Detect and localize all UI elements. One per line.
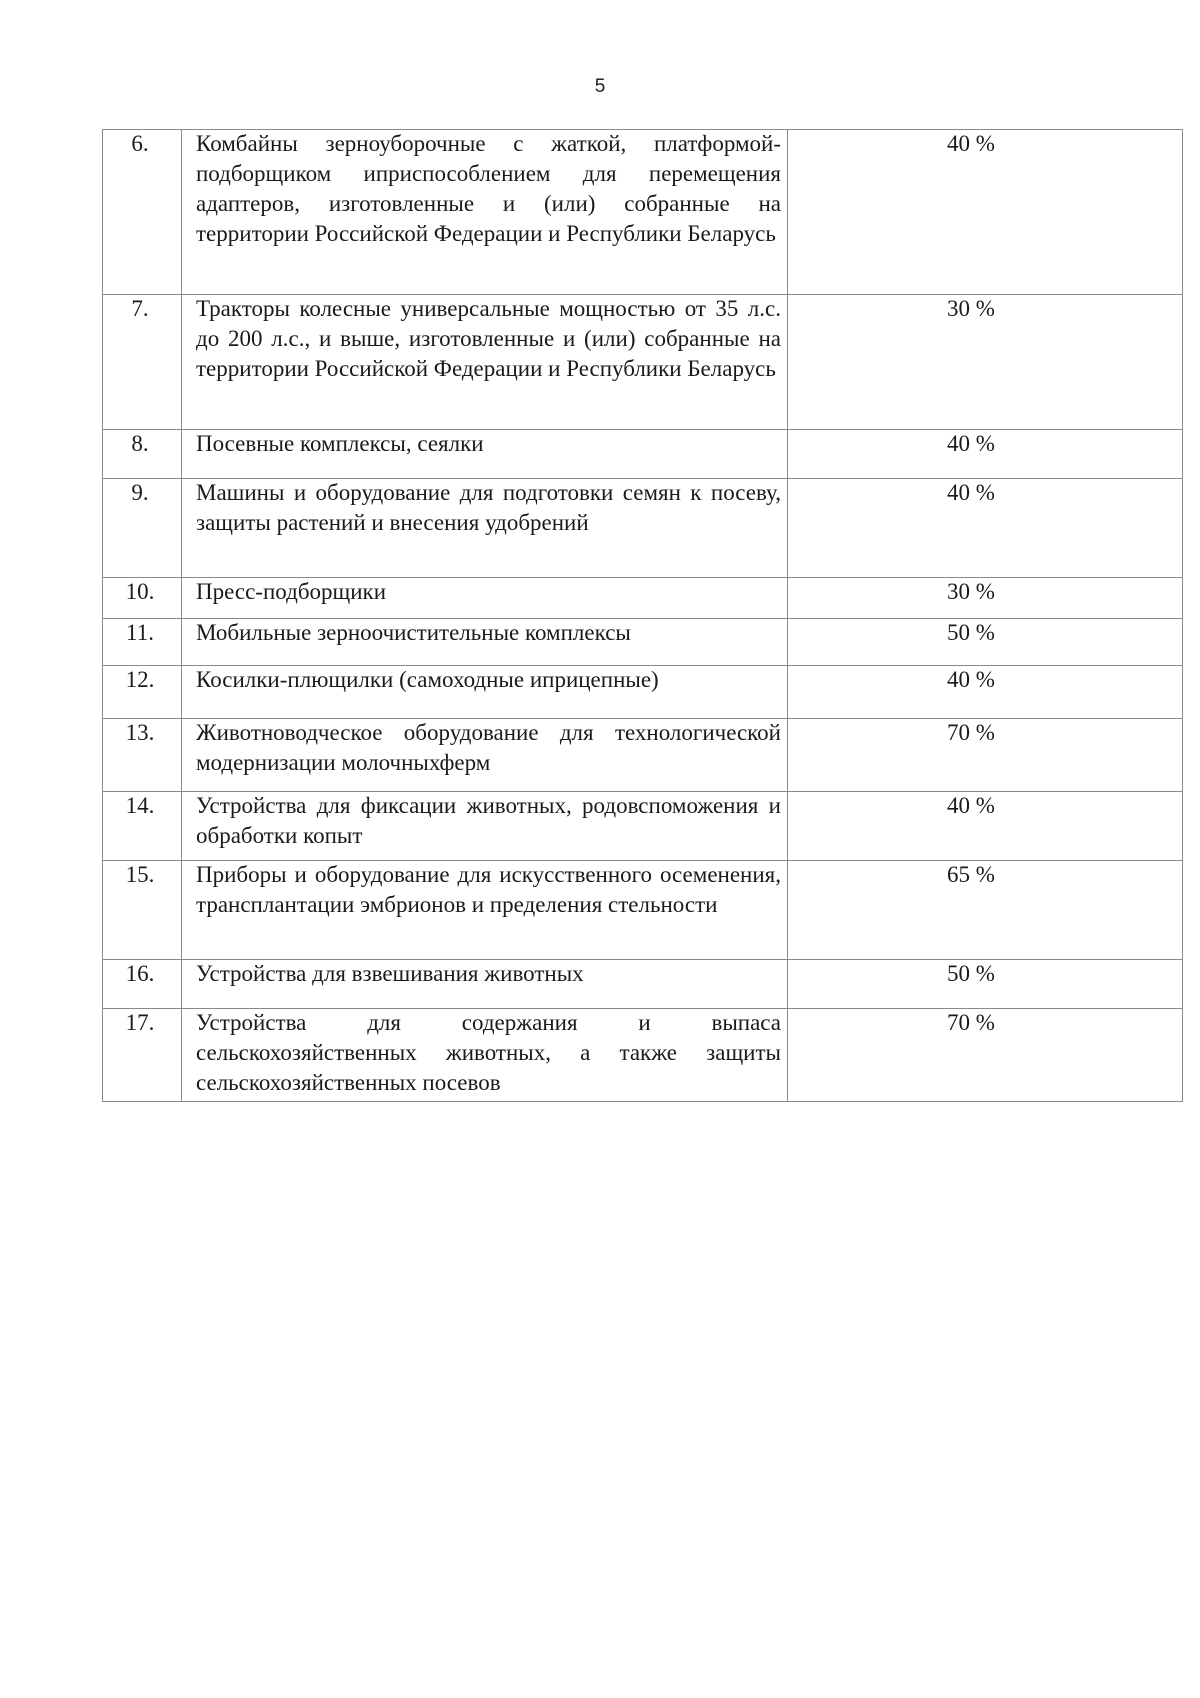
table-row — [103, 719, 1183, 792]
row-rate-cell — [788, 578, 1183, 619]
row-name-cell — [182, 666, 788, 719]
row-number: 11. — [126, 620, 154, 645]
table-row — [103, 578, 1183, 619]
row-rate: 50 % — [947, 961, 995, 986]
row-name: Посевные комплексы, сеялки — [196, 431, 484, 456]
row-rate-cell — [788, 792, 1183, 861]
row-name: Устройства для содержания и выпаса сельскохозяйственных животных, а также защиты сельскохозяйственных посевов — [196, 1010, 781, 1095]
row-name: Устройства для взвешивания животных — [196, 961, 584, 986]
row-rate: 30 % — [947, 579, 995, 604]
row-name: Приборы и оборудование для искусственного осеменения, трансплантации эмбрионов и пределения стельности — [196, 862, 781, 917]
row-number-cell — [103, 792, 182, 861]
row-rate: 65 % — [947, 862, 995, 887]
row-name-cell — [182, 130, 788, 295]
row-rate: 40 % — [947, 431, 995, 456]
row-number-cell — [103, 861, 182, 960]
row-rate-cell — [788, 479, 1183, 578]
row-rate: 30 % — [947, 296, 995, 321]
row-name: Мобильные зерноочистительные комплексы — [196, 620, 631, 645]
row-rate: 70 % — [947, 1010, 995, 1035]
table-row — [103, 792, 1183, 861]
row-number: 15. — [125, 862, 155, 887]
row-rate-cell — [788, 295, 1183, 430]
row-number-cell — [103, 479, 182, 578]
row-name-cell — [182, 861, 788, 960]
row-number: 7. — [131, 296, 149, 321]
row-number: 13. — [125, 720, 155, 745]
table-row — [103, 295, 1183, 430]
row-name-cell — [182, 479, 788, 578]
row-name-cell — [182, 295, 788, 430]
row-rate-cell — [788, 960, 1183, 1009]
row-name-cell — [182, 430, 788, 479]
equipment-table — [102, 129, 1183, 1102]
table-row — [103, 619, 1183, 666]
row-name-cell — [182, 792, 788, 861]
row-number: 14. — [125, 793, 155, 818]
row-name-cell — [182, 719, 788, 792]
row-rate-cell — [788, 861, 1183, 960]
row-rate: 40 % — [947, 667, 995, 692]
row-number: 16. — [125, 961, 155, 986]
row-number: 10. — [125, 579, 155, 604]
row-number: 17. — [125, 1010, 155, 1035]
table-row — [103, 960, 1183, 1009]
row-number-cell — [103, 719, 182, 792]
row-rate-cell — [788, 430, 1183, 479]
row-number-cell — [103, 130, 182, 295]
row-name: Устройства для фиксации животных, родовспоможения и обработки копыт — [196, 793, 781, 848]
table-row — [103, 666, 1183, 719]
row-number: 8. — [131, 431, 149, 456]
row-name: Косилки-плющилки (самоходные иприцепные) — [196, 667, 659, 692]
table-row — [103, 430, 1183, 479]
row-rate-cell — [788, 1009, 1183, 1102]
row-rate: 40 % — [947, 480, 995, 505]
row-name: Машины и оборудование для подготовки семян к посеву, защиты растений и внесения удобрений — [196, 480, 781, 535]
row-number-cell — [103, 619, 182, 666]
row-rate-cell — [788, 719, 1183, 792]
row-rate-cell — [788, 130, 1183, 295]
row-rate-cell — [788, 619, 1183, 666]
row-number-cell — [103, 960, 182, 1009]
table-row — [103, 861, 1183, 960]
row-name-cell — [182, 960, 788, 1009]
row-name-cell — [182, 1009, 788, 1102]
row-number-cell — [103, 666, 182, 719]
table-row — [103, 130, 1183, 295]
row-name-cell — [182, 578, 788, 619]
row-number: 6. — [131, 131, 149, 156]
table-row — [103, 1009, 1183, 1102]
row-rate: 50 % — [947, 620, 995, 645]
row-number-cell — [103, 430, 182, 479]
row-rate: 40 % — [947, 131, 995, 156]
table-row — [103, 479, 1183, 578]
row-number: 12. — [125, 667, 155, 692]
row-rate: 40 % — [947, 793, 995, 818]
row-name-cell — [182, 619, 788, 666]
row-name: Животноводческое оборудование для технологической модернизации молочныхферм — [196, 720, 781, 775]
row-name: Тракторы колесные универсальные мощностью от 35 л.с. до 200 л.с., и выше, изготовленные и (или) собранные на территории Российской Федерации и Республики Беларусь — [196, 296, 781, 381]
row-rate-cell — [788, 666, 1183, 719]
row-name: Комбайны зерноуборочные с жаткой, платформой-подборщиком иприспособлением для перемещения адаптеров, изготовленные и (или) собранные на территории Российской Федерации и Республики Беларусь — [196, 131, 781, 246]
row-rate: 70 % — [947, 720, 995, 745]
page-number: 5 — [594, 76, 606, 97]
row-number: 9. — [131, 480, 149, 505]
row-number-cell — [103, 295, 182, 430]
row-number-cell — [103, 578, 182, 619]
row-number-cell — [103, 1009, 182, 1102]
row-name: Пресс-подборщики — [196, 579, 387, 604]
